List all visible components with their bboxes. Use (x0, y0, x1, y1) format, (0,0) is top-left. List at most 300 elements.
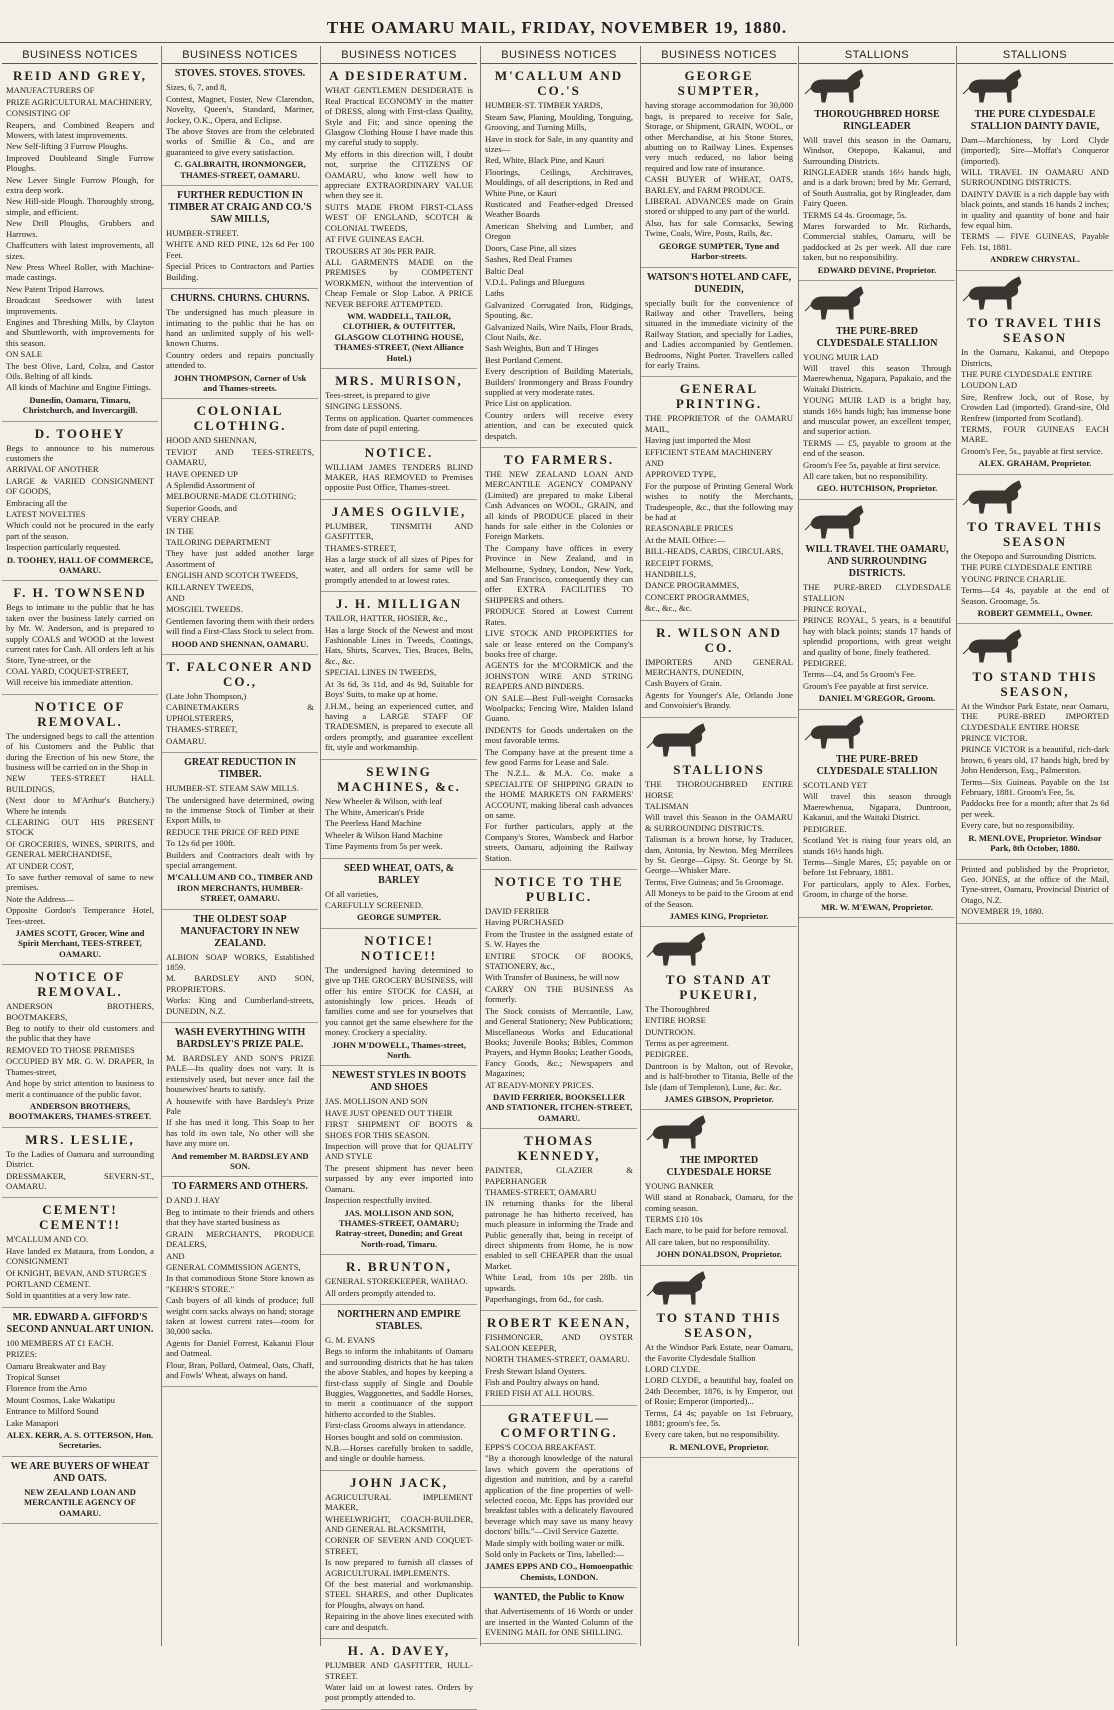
horse-illustration-icon (961, 479, 1109, 517)
ad-line: All care taken, but no responsibility. (645, 1236, 770, 1247)
ad-line: Of KNIGHT, BEVAN, AND STURGE'S (6, 1267, 147, 1278)
advertisement (2, 1312, 158, 1457)
ad-line: Paddocks free for a month; after that 2s 6d per week. (961, 798, 1109, 819)
ad-line: Paperhangings, from 6d., for cash. (485, 1294, 604, 1305)
ad-line: V.D.L. Palings and Blueguns (485, 276, 585, 287)
advertisement (2, 1461, 158, 1524)
ad-line: Oamaru Breakwater and Bay (6, 1360, 106, 1371)
ad-line: YOUNG MUIR LAD (803, 351, 879, 362)
ad-title: R. WILSON AND CO. (656, 624, 782, 655)
ad-line: Terms, Five Guineas; and 5s Groomage. (645, 876, 784, 887)
ad-title: NOTICE TO THE PUBLIC. (494, 874, 624, 905)
ad-line: Horses bought and sold on commission. (325, 1431, 463, 1442)
ad-signature: JAS. MOLLISON AND SON, THAMES-STREET, OAMARU; Ratray-street, Dunedin; and Great North-road, Timaru. (335, 1207, 463, 1249)
ad-signature: EDWARD DEVINE, Proprietor. (817, 264, 937, 275)
ad-line: Every care, but no responsibility. (961, 820, 1075, 831)
ad-line: The undersigned begs to call the attention of his Customers and the Public that during the Erection of his new Store, the business will be carried on in the Shop in (6, 730, 154, 772)
ad-title: A DESIDERATUM. (329, 68, 469, 84)
ad-line: Sizes, 6, 7, and 8, (166, 82, 227, 93)
ad-line: MELBOURNE-MADE CLOTHING; (166, 491, 297, 502)
advertisement (957, 479, 1113, 625)
ad-line: Of the best material and workmanship. STEEL SHARES, and other Duplicates for Ploughs, always on hand. (325, 1579, 473, 1610)
ad-line: A housewife with have Bardsley's Prize Pale (166, 1095, 314, 1117)
ad-title: THE OLDEST SOAP MANUFACTORY IN NEW ZEALAND. (180, 913, 300, 949)
advertisement (641, 272, 797, 378)
ad-line: Country orders will receive every attention, and can be executed quick despatch. (485, 409, 633, 441)
ad-signature: JAMES EPPS AND CO., Homoeopathic Chemists, LONDON. (485, 1561, 633, 1582)
ad-line: AND (645, 457, 664, 468)
ad-line: Steam Saw, Planing, Moulding, Tonguing, Grooving, and Turning Mills, (485, 111, 633, 133)
ad-title: NORTHERN AND EMPIRE STABLES. (337, 1308, 461, 1332)
ad-line: REDUCE THE PRICE OF RED PINE (166, 826, 300, 837)
ad-title: THE PURE-BRED CLYDESDALE STALLION (816, 754, 938, 778)
ad-line: OCCUPIED BY MR. G. W. DRAPER, In Thames-street, (6, 1056, 154, 1077)
ad-line: Have landed ex Mataura, from London, a CONSIGNMENT (6, 1245, 154, 1267)
column-2 (161, 46, 318, 1646)
ad-title: D. TOOHEY (34, 425, 126, 441)
advertisement (641, 1114, 797, 1265)
ad-line: Each mare, to be paid for before removal. (645, 1225, 789, 1236)
ad-line: Galvanized Corrugated Iron, Ridgings, Spouting, &c. (485, 299, 633, 321)
ad-line: 100 MEMBERS AT £1 EACH. (6, 1337, 114, 1348)
ad-line: Lake Manapori (6, 1417, 59, 1428)
ad-title: THE IMPORTED CLYDESDALE HORSE (666, 1154, 772, 1178)
ad-line: ALL GARMENTS MADE on the PREMISES by COMPETENT WORKMEN, without the intervention of Cheap Female or Slop Labor. A PRICE NEVER BEFORE ATTEMPTED. (325, 256, 473, 309)
ad-line: The White, American's Pride (325, 806, 425, 817)
ad-line: Will travel this Season in the OAMARU & SURROUNDING DISTRICTS. (645, 812, 793, 833)
ad-line: TERMS, FOUR GUINEAS EACH MARE. (961, 423, 1109, 445)
ad-title: WASH EVERYTHING WITH BARDSLEY'S PRIZE PALE. (174, 1027, 306, 1050)
ad-line: PRINCE VICTOR. (961, 733, 1028, 744)
ad-line: EPPS'S COCOA BREAKFAST. (485, 1441, 596, 1452)
advertisement (321, 1070, 477, 1255)
ad-line: Every care taken, but no responsibility. (645, 1429, 780, 1440)
ad-line: TAILORING DEPARTMENT (166, 537, 271, 547)
ad-line: All Moneys to be paid to the Groom at end of the Season. (645, 888, 793, 909)
ad-line: The best Olive, Lard, Colza, and Castor Oils. Belting of all kinds. (6, 360, 154, 381)
ad-line: WHAT GENTLEMEN DESIDERATE is Real Practical ECONOMY in the matter of DRESS, along with First-class Quality, Style and Fit; and since opening the Glasgow Clothing House I have made this my careful study to supply. (325, 85, 473, 148)
column-header: BUSINESS NOTICES (641, 46, 797, 64)
column-3 (320, 46, 477, 1703)
ad-line: In the Oamaru, Kakanui, and Otepopo Districts, (961, 347, 1109, 368)
ad-line: PEDIGREE. (803, 658, 847, 669)
ad-line: WILLIAM JAMES TENDERS BLIND MAKER, HAS REMOVED to Premises opposite Post Office, Thames-street. (325, 461, 473, 493)
advertisement (481, 452, 637, 870)
ad-line: The above Stoves are from the celebrated works of Smillie & Co., and are guaranteed to give every satisfaction. (166, 126, 314, 157)
ad-line: My efforts in this direction will, I doubt not, surprise the CITIZENS OF OAMARU, who know well how to appreciate EXTRAORDINARY VALUE when they see it. (325, 148, 473, 201)
ad-line: Which could not be procured in the early part of the season. (6, 520, 154, 541)
ad-signature: JOHN DONALDSON, Proprietor. (656, 1249, 782, 1260)
ad-line: Has a large stock of all sizes of Pipes for water, and all orders for same will be promptly attended to at lowest rates. (325, 554, 473, 585)
ad-line: CAREFULLY SCREENED. (325, 899, 424, 910)
advertisement (2, 699, 158, 966)
ad-title: WANTED, the Public to Know (493, 1592, 625, 1604)
ad-signature: Dunedin, Oamaru, Timaru, Christchurch, and Invercargill. (22, 394, 138, 416)
ad-signature: R. MENLOVE, Proprietor. Windsor Park, 8th October, 1880. (968, 832, 1102, 854)
ad-line: Inspection particularly requested. (6, 542, 121, 553)
ad-line: ARRIVAL OF ANOTHER (6, 464, 99, 475)
ad-line: Will stand at Ronaback, Oamaru, for the coming season. (645, 1192, 793, 1213)
horse-illustration-icon (803, 504, 951, 542)
column-header: BUSINESS NOTICES (162, 46, 318, 64)
ad-title: CEMENT! CEMENT!! (39, 1202, 121, 1233)
ad-line: Opposite Gordon's Temperance Hotel, Tees-street. (6, 905, 154, 926)
ad-line: WHITE AND RED PINE, 12s 6d Per 100 Feet. (166, 239, 314, 260)
ad-title: SEWING MACHINES, &c. (337, 763, 461, 794)
ad-line: Terms, £4 4s; payable on 1st February, 1881; groom's fee, 5s. (645, 1407, 793, 1428)
ad-line: LOUDON LAD (961, 380, 1018, 391)
ad-line: PAINTER, GLAZIER & PAPERHANGER (485, 1165, 633, 1186)
ad-title: TO STAND THIS SEASON, (656, 1310, 782, 1341)
ad-line: Made simply with boiling water or milk. (485, 1537, 625, 1548)
ad-line: EFFICIENT STEAM MACHINERY (645, 446, 773, 457)
ad-line: "By a thorough knowledge of the natural laws which govern the operations of digestion and nutrition, and by a careful application of the fine properties of well-selected cocoa, Mr. Epps has provided our breakfast tables with a delicately flavoured beverage which may save us many heavy doctors' bills."—Civil Service Gazette. (485, 1453, 633, 1537)
column-4 (480, 46, 637, 1646)
ad-line: THE PROPRIETOR of the OAMARU MAIL, (645, 413, 793, 434)
ad-line: Superior Goods, and (166, 502, 237, 513)
ad-line: CABINETMAKERS & UPHOLSTERERS, (166, 702, 314, 723)
column-header: BUSINESS NOTICES (2, 46, 158, 64)
ad-line: Printed and published by the Proprietor, Geo. JONES, at the office of the Mail, Tyne-street, Oamaru, Provincial District of Otago, N.Z. (961, 863, 1109, 905)
ad-line: Terms—Six Guineas. Payable on the 1st February, 1881. Groom's Fee, 5s. (961, 776, 1109, 798)
ad-line: Of all varieties, (325, 888, 379, 899)
ad-line: Baltic Deal (485, 265, 524, 276)
ad-line: For the purpose of Printing General Work wishes to notify the Merchants, Tradespeople, &c., that the following may be had at (645, 480, 793, 522)
ad-line: SINGING LESSONS. (325, 401, 402, 412)
advertisement (162, 68, 318, 186)
advertisement (641, 625, 797, 718)
ad-line: ENTIRE STOCK OF BOOKS, STATIONERY, &c., (485, 950, 633, 972)
ad-signature: JAMES KING, Proprietor. (669, 910, 769, 921)
ad-title: NOTICE OF REMOVAL. (34, 698, 126, 729)
advertisement (641, 1270, 797, 1458)
ad-title: GREAT REDUCTION IN TIMBER. (184, 757, 296, 781)
ad-line: Rusticated and Feather-edged Dressed Weather Boards (485, 199, 633, 220)
ad-line: TALISMAN (645, 800, 689, 811)
advertisement (162, 1027, 318, 1177)
ad-line: the Otepopo and Surrounding Districts. (961, 550, 1097, 561)
advertisement (957, 628, 1113, 859)
ad-title: COLONIAL CLOTHING. (193, 403, 287, 434)
ad-line: TERMS £10 10s (645, 1214, 703, 1225)
ad-line: HUMBER-ST. TIMBER YARDS, (485, 100, 603, 111)
advertisement (957, 275, 1113, 475)
ad-line: PRINCE ROYAL, 5 years, is a beautiful bay with black points; stands 17 hands of splendid proportions, with great weight and quality of bone, finely feathered. (803, 615, 951, 657)
ad-line: For further particulars, apply at the Company's Stores, Wansbeck and Harbor streets, Oamaru, adjoining the Railway Station. (485, 821, 633, 863)
ad-line: DUNTROON. (645, 1026, 696, 1037)
ad-line: SCOTLAND YET (803, 780, 868, 791)
ad-title: NOTICE. (364, 444, 434, 460)
column-header: BUSINESS NOTICES (481, 46, 637, 64)
ad-line: New Patent Tripod Harrows. (6, 283, 105, 294)
ad-line: Wheeler & Wilson Hand Machine (325, 829, 443, 840)
ad-line: Reapers, and Combined Reapers and Mowers, with latest improvements. (6, 119, 154, 141)
ad-line: The Company have at the present time a few good Farms for Lease and Sale. (485, 746, 633, 767)
horse-illustration-icon (961, 628, 1109, 666)
ad-line: RINGLEADER stands 16½ hands high, and is a dark brown; bred by Mr. Gerrard, of South Australia, got by Ringleader, dam Fairy Queen. (803, 167, 951, 209)
advertisement (481, 68, 637, 448)
ad-line: DAVID FERRIER (485, 906, 550, 917)
ad-line: Price List on application. (485, 398, 572, 409)
ad-line: LORD CLYDE. (645, 1363, 701, 1374)
ad-line: Sire, Renfrew Jock, out of Rose, by Crowden Lad (imported). Grand-sire, Old Renfrew (imported from Scotland). (961, 391, 1109, 423)
ad-line: For particulars, apply to Alex. Forbes, Groom, in charge of the horse. (803, 878, 951, 900)
column-5 (640, 46, 797, 1646)
ad-line: FRIED FISH AT ALL HOURS. (485, 1388, 595, 1399)
ad-line: VERY CHEAP. (166, 514, 221, 525)
ad-line: WILL TRAVEL IN OAMARU AND SURROUNDING DISTRICTS. (961, 167, 1109, 188)
advertisement (162, 659, 318, 753)
ad-line: LIBERAL ADVANCES made on Grain stored or shipped to any part of the world. (645, 196, 793, 217)
ad-line: ENGLISH AND SCOTCH TWEEDS, (166, 570, 299, 581)
ad-line: Groom's Fee payable at first service. (803, 680, 929, 691)
ad-line: CARRY ON THE BUSINESS As formerly. (485, 983, 633, 1005)
ad-signature: ALEX. GRAHAM, Proprietor. (978, 458, 1092, 469)
ad-title: THOMAS KENNEDY, (517, 1133, 601, 1164)
ad-line: New Press Wheel Roller, with Machine-made castings. (6, 261, 154, 283)
ad-line: At the Windsor Park Estate, near Oamaru, THE PURE-BRED IMPORTED CLYDESDALE ENTIRE HORSE (961, 700, 1109, 732)
ad-line: NOVEMBER 19, 1880. (961, 906, 1044, 917)
ad-line: Groom's Fee, 5s., payable at first service. (961, 445, 1103, 456)
ad-line: AT READY-MONEY PRICES. (485, 1079, 594, 1090)
advertisement (321, 1643, 477, 1710)
ad-line: New Self-lifting 3 Furrow Ploughs. (6, 141, 128, 152)
ad-line: Every description of Building Materials, Builders' Ironmongery and Brass Foundry supplied at very moderate rates. (485, 366, 633, 397)
ad-line: First-class Grooms always in attendance. (325, 1420, 467, 1431)
ad-line: LATEST NOVELTIES (6, 509, 86, 520)
ad-line: The Thoroughbred (645, 1003, 710, 1014)
ad-line: Will receive his immediate attention. (6, 677, 133, 688)
ad-line: HAVE JUST OPENED OUT THEIR (325, 1107, 453, 1118)
ad-title: WE ARE BUYERS OF WHEAT AND OATS. (10, 1460, 150, 1484)
ad-signature: GEORGE SUMPTER. (356, 912, 442, 923)
ad-title: SEED WHEAT, OATS, & BARLEY (343, 862, 455, 886)
ad-line: Duntroon is by Malton, out of Revoke, and is half-brother to Titania, Belle of the Isle (dam of Templeton), Lune, &c. &c. (645, 1060, 793, 1092)
ad-line: Scotland Yet is rising four years old, an stands 16½ hands high. (803, 835, 951, 856)
ad-line: Of GROCERIES, WINES, SPIRITS, and GENERAL MERCHANDISE, (6, 838, 154, 860)
ad-line: MOSGIEL TWEEDS. (166, 604, 243, 615)
ad-line: M. BARDSLEY AND SON'S PRIZE PALE—Its quality does not vary. It is extensively used, but never once fail the housewives' hearts to satisfy. (166, 1053, 314, 1095)
ad-title: T. FALCONER AND CO., (166, 659, 314, 690)
ad-line: Time Payments from 5s per week. (325, 841, 443, 852)
ad-line: From the Trustee in the assigned estate of S. W. Hayes the (485, 928, 633, 950)
ad-signature: D. TOOHEY, HALL OF COMMERCE, OAMARU. (6, 554, 154, 576)
ad-line: Terms—£4, and 5s Groom's Fee. (803, 669, 917, 680)
ad-line: Galvanized Nails, Wire Nails, Floor Brads, Clout Nails, &c. (485, 321, 633, 342)
ad-line: PEDIGREE. (803, 823, 847, 834)
ad-line: Is now prepared to furnish all classes of AGRICULTURAL IMPLEMENTS. (325, 1557, 473, 1578)
ad-title: REID AND GREY, (12, 68, 148, 84)
advertisement (2, 969, 158, 1127)
advertisement (321, 933, 477, 1067)
ad-line: The Peerless Hand Machine (325, 818, 422, 829)
ad-line: N.B.—Horses carefully broken to saddle, and single or double harness. (325, 1443, 473, 1464)
ad-line: New Drill Ploughs, Grubbers and Harrows. (6, 218, 154, 239)
ad-title: F. H. TOWNSEND (13, 585, 147, 601)
advertisement (641, 68, 797, 267)
ad-line: New Wheeler & Wilson, with leaf (325, 795, 443, 806)
ad-title: J. H. MILLIGAN (335, 596, 463, 612)
ad-title: NEWEST STYLES IN BOOTS AND SHOES (331, 1070, 467, 1094)
advertisement (799, 285, 955, 500)
ad-line: Repairing in the above lines executed with care and despatch. (325, 1611, 473, 1632)
ad-signature: And remember M. BARDSLEY AND SON. (171, 1150, 309, 1172)
ad-line: Terms as per agreement. (645, 1038, 729, 1048)
ad-title: ROBERT KEENAN, (486, 1315, 632, 1331)
ad-line: Will travel this season through Maerewhenua, Ngapara, Duntroon, Kakanui, and the Waitaki District. (803, 791, 951, 823)
ad-line: THE NEW ZEALAND LOAN AND MERCANTILE AGENCY COMPANY (Limited) are prepared to make Liberal Cash Advances on WOOL, GRAIN, and all kinds of PRODUCE placed in their hands for sale either in the Colonies or Foreign Markets. (485, 469, 633, 542)
masthead: THE OAMARU MAIL, FRIDAY, NOVEMBER 19, 1880. (326, 18, 788, 37)
ad-line: Entrance to Milford Sound (6, 1406, 99, 1417)
column-1 (2, 46, 158, 1646)
ad-line: THAMES-STREET, OAMARU (485, 1186, 597, 1197)
ad-line: DAINTY DAVIE is a rich dapple bay with black points, and stands 16 hands 2 inches; in quality and quantity of bone and hair few equal him. (961, 188, 1109, 231)
ad-title: MRS. MURISON, (335, 372, 463, 388)
ad-line: THAMES-STREET, (166, 724, 238, 735)
ad-line: Country orders and repairs punctually attended to. (166, 349, 314, 371)
ad-title: THOROUGHBRED HORSE RINGLEADER (814, 108, 940, 132)
ad-title: M'CALLUM AND CO.'S (494, 68, 624, 99)
ad-title: TO TRAVEL THIS SEASON (967, 315, 1103, 346)
ad-line: FIRST SHIPMENT OF BOOTS & SHOES FOR THIS SEASON. (325, 1119, 473, 1140)
ad-signature: DAVID FERRIER, BOOKSELLER AND STATIONER, ITCHEN-STREET, OAMARU. (485, 1091, 633, 1123)
ad-line: IMPORTERS AND GENERAL MERCHANTS, DUNEDIN, (645, 656, 793, 678)
ad-line: Terms—£4 4s, payable at the end of Season. Groomage, 5s. (961, 585, 1109, 606)
ad-line: ON SALE (6, 349, 43, 360)
ad-signature: ANDREW CHRYSTAL. (989, 254, 1081, 265)
ad-line: Agents for Younger's Ale, Orlando Jone and Convoisier's Brandy. (645, 689, 793, 711)
advertisement (162, 403, 318, 655)
ad-signature: NEW ZEALAND LOAN AND MERCANTILE AGENCY OF OAMARU. (24, 1486, 136, 1518)
ad-line: Terms on application. Quarter commences from date of pupil entering. (325, 412, 473, 434)
ad-line: WHEELWRIGHT, COACH-BUILDER, AND GENERAL BLACKSMITH, (325, 1513, 473, 1535)
ad-line: Beg to notify to their old customers and the public that they have (6, 1023, 154, 1044)
ad-line: LIVE STOCK AND PROPERTIES for sale or lease entered on the Company's books free of charge. (485, 628, 633, 659)
ad-line: D AND J. HAY (166, 1195, 221, 1206)
ad-line: Tees-street, is prepared to give (325, 389, 431, 400)
advertisement (2, 68, 158, 421)
ad-line: Beg to intimate to their friends and others that they have started business as (166, 1206, 314, 1228)
horse-illustration-icon (803, 68, 951, 106)
ad-title: JAMES OGILVIE, (331, 503, 467, 519)
advertisement (799, 68, 955, 281)
ad-line: Sashes, Red Deal Frames (485, 254, 573, 265)
ad-line: Cash Buyers of Grain. (645, 678, 722, 689)
advertisement (321, 445, 477, 500)
advertisement (481, 1592, 637, 1644)
ad-line: CONCERT PROGRAMMES, (645, 591, 749, 602)
ad-line: TROUSERS AT 30s PER PAIR. (325, 245, 437, 256)
ad-signature: MR. W. M'EWAN, Proprietor. (821, 901, 933, 912)
ad-title: TO FARMERS. (503, 452, 615, 467)
horse-illustration-icon (961, 68, 1109, 106)
ad-line: THAMES-STREET, (325, 542, 397, 553)
ad-title: TO TRAVEL THIS SEASON (967, 518, 1103, 549)
advertisement (321, 1475, 477, 1639)
ad-line: TERMS — FIVE GUINEAS, Payable Feb. 1st, 1881. (961, 231, 1109, 252)
ad-line: THE PURE CLYDESDALE ENTIRE (961, 562, 1093, 573)
ad-signature: C. GALBRAITH, IRONMONGER, THAMES-STREET, OAMARU. (174, 159, 306, 180)
ad-signature: GEORGE SUMPTER, Tyne and Harbor-streets. (658, 240, 780, 262)
ad-line: Inspection will prove that for QUALITY AND STYLE (325, 1141, 473, 1162)
ad-line: New Lever Single Furrow Plough, for extra deep work. (6, 174, 154, 196)
advertisement (2, 585, 158, 694)
ad-line: FISHMONGER, AND OYSTER SALOON KEEPER, (485, 1332, 633, 1353)
ad-line: Gentlemen favoring them with their orders will find a First-Class Stock to select from. (166, 615, 314, 637)
advertisement (799, 504, 955, 710)
ad-line: TERMS £4 4s. Groomage, 5s. (803, 209, 907, 220)
ad-line: At the MAIL Office:— (645, 534, 725, 545)
ad-signature: R. MENLOVE, Proprietor. (669, 1441, 769, 1452)
advertisement (2, 426, 158, 582)
ad-line: Mount Cosmos, Lake Wakatipu (6, 1394, 115, 1405)
column-7 (956, 46, 1113, 1646)
advertisement (481, 1410, 637, 1588)
ad-line: JAS. MOLLISON AND SON (325, 1096, 428, 1107)
ad-line: Broadcast Seedsower with latest improvements. (6, 295, 154, 316)
ad-line: The undersigned having determined to give up THE GROCERY BUSINESS, will offer his entire STOCK for CASH, at astonishingly low prices. Heads of families come and see for yourselves that you cannot get the same elsewhere for the money. Crockery a speciality. (325, 964, 473, 1038)
advertisement (162, 293, 318, 399)
ad-signature: JAMES SCOTT, Grocer, Wine and Spirit Merchant, TEES-STREET, OAMARU. (15, 928, 145, 959)
ad-title: MR. EDWARD A. GIFFORD'S SECOND ANNUAL ART UNION. (6, 1311, 154, 1335)
ad-line: At the Windsor Park Estate, near Oamaru, the Favorite Clydesdale Stallion (645, 1342, 793, 1363)
ad-line: NEW TEES-STREET HALL BUILDINGS, (6, 773, 154, 794)
ad-line: ALBION SOAP WORKS, Established 1859. (166, 951, 314, 972)
ad-signature: M'CALLUM AND CO., TIMBER AND IRON MERCHANTS, HUMBER-STREET, OAMARU. (167, 872, 313, 904)
ad-line: INDENTS for Goods undertaken on the most favorable terms. (485, 724, 633, 746)
ad-line: The present shipment has never been surpassed by any ever imported into Oamaru. (325, 1162, 473, 1194)
ad-title: STALLIONS (673, 762, 765, 778)
ad-signature: ROBERT GEMMELL, Owner. (977, 608, 1093, 618)
ad-line: GENERAL COMMISSION AGENTS, (166, 1261, 301, 1272)
ad-signature: JOHN THOMPSON, Corner of Usk and Thames-streets. (173, 372, 307, 393)
ad-line: American Shelving and Lumber, and Oregon (485, 220, 633, 242)
ad-line: Laths (485, 288, 505, 299)
ad-line: Sold in quantities at a very low rate. (6, 1290, 131, 1301)
ad-line: Floorings, Ceilings, Architraves, Mouldings, of all descriptions, in Red and White Pine, or Kauri (485, 166, 633, 198)
ad-signature: JOHN M'DOWELL, Thames-street, North. (332, 1039, 466, 1061)
ad-line: Terms—Single Mares, £5; payable on or before 1st February, 1881. (803, 856, 951, 878)
ad-line: Cash buyers of all kinds of produce; full weight corn sacks always on hand; storage taken at lowest current rates—room for 30,000 sacks. (166, 1295, 314, 1337)
ad-line: PLUMBER AND GASFITTER, HULL-STREET. (325, 1660, 473, 1681)
ad-line: The undersigned has much pleasure in intimating to the public that he has on hand an unlimited supply of his well-known Churns. (166, 307, 314, 349)
ad-line: Works: King and Cumberland-streets, DUNEDIN, N.Z. (166, 995, 314, 1016)
ad-line: AGRICULTURAL IMPLEMENT MAKER, (325, 1491, 473, 1513)
ad-signature: ALEX. KERR, A. S. OTTERSON, Hon. Secretaries. (6, 1430, 154, 1451)
ad-line: DANCE PROGRAMMES, (645, 580, 740, 591)
ad-title: CHURNS. CHURNS. CHURNS. (170, 293, 310, 305)
ad-title: THE PURE-BRED CLYDESDALE STALLION (816, 325, 938, 349)
ad-line: A Splendid Assortment of (166, 479, 256, 490)
ad-line: Best Portland Cement. (485, 354, 563, 365)
ad-line: All care taken, but no responsibility. (803, 470, 928, 481)
ad-line: Having just imported the Most (645, 435, 751, 446)
ad-line: TAILOR, HATTER, HOSIER, &c., (325, 613, 448, 624)
ad-line: Water laid on at lowest rates. Orders by post promptly attended to. (325, 1681, 473, 1703)
ad-line: HOOD AND SHENNAN, (166, 435, 257, 446)
column-header: BUSINESS NOTICES (321, 46, 477, 64)
ad-line: Has a large Stock of the Newest and most Fashionable Lines in Tweeds, Coatings, Hats, Shirts, Scarves, Ties, Braces, Belts, &c., &c. (325, 624, 473, 666)
ad-line: PORTLAND CEMENT. (6, 1278, 91, 1289)
ad-line: DRESSMAKER, SEVERN-ST., OAMARU. (6, 1170, 154, 1191)
ad-title: H. A. DAVEY, (347, 1643, 451, 1659)
ad-line: SPECIAL LINES IN TWEEDS, (325, 667, 437, 678)
ad-line: Mares forwarded to Mr. Richards, Commercial stables, Oamaru, will be paddocked at 2s per week. All due care taken, but no responsibility. (803, 221, 951, 263)
ad-line: YOUNG BANKER (645, 1180, 714, 1191)
advertisement (799, 714, 955, 918)
advertisement (2, 1202, 158, 1307)
ad-line: IN returning thanks for the liberal patronage he has hitherto received, has much pleasure in informing the Trade and Public generally that, being in receipt of direct shipments from Home, he is now enabled to sell CHEAPER than the usual Market. (485, 1198, 633, 1271)
